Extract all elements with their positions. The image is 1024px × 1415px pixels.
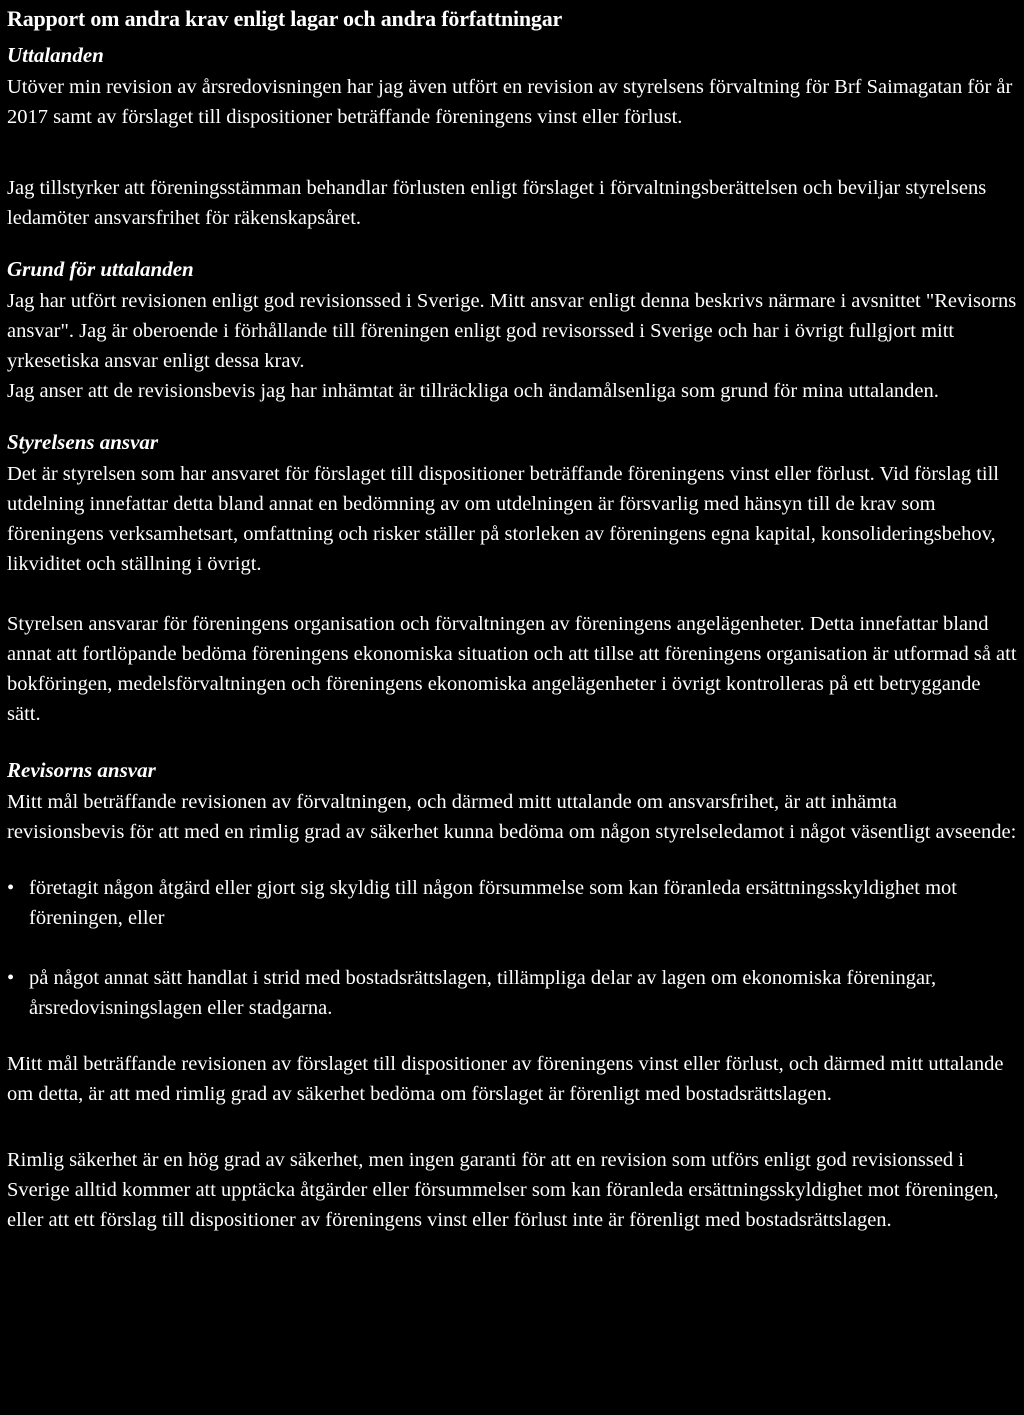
section-heading-revisorns: Revisorns ansvar: [7, 758, 156, 782]
section-heading-uttalanden: Uttalanden: [7, 43, 104, 67]
page-title: Rapport om andra krav enligt lagar och andra författningar: [7, 6, 563, 31]
bullet-icon: •: [7, 967, 15, 989]
paragraph-styrelsens-2: Styrelsen ansvarar för föreningens organisation och förvaltningen av föreningens angelägenheter. Detta innefattar bland annat att fortlöpande bedöma föreningens ekonomiska situation och att tillse att föreningens organisation är utformad så att bokföringen, medelsförvaltningen och föreningens ekonomiska angelägenheter i övrigt kontrolleras på ett betryggande sätt.: [7, 613, 1017, 725]
list-item: [7, 873, 1019, 933]
list-item: [7, 963, 1019, 1023]
section-heading-styrelsens: Styrelsens ansvar: [7, 430, 159, 454]
paragraph-grund-2: Jag anser att de revisionsbevis jag har inhämtat är tillräckliga och ändamålsenliga som grund för mina uttalanden.: [7, 380, 939, 402]
paragraph-revisorns-1: Mitt mål beträffande revisionen av förvaltningen, och därmed mitt uttalande om ansvarsfrihet, är att inhämta revisionsbevis för att med en rimlig grad av säkerhet kunna bedöma om någon styrelseledamot i något väsentligt avseende:: [7, 791, 1017, 843]
bullet-list: [7, 873, 1019, 1023]
paragraph-uttalanden-1: Utöver min revision av årsredovisningen har jag även utfört en revision av styrelsens förvaltning för Brf Saimagatan för år 2017 samt av förslaget till dispositioner beträffande föreningens vinst eller förlust.: [7, 76, 1013, 128]
bullet-icon: •: [7, 877, 15, 899]
list-item-text: företagit någon åtgärd eller gjort sig skyldig till någon försummelse som kan föranleda ersättningsskyldighet mot föreningen, eller: [29, 877, 957, 929]
list-item-text: på något annat sätt handlat i strid med bostadsrättslagen, tillämpliga delar av lagen om ekonomiska föreningar, årsredovisningslagen eller stadgarna.: [29, 967, 937, 1019]
paragraph-grund-1: Jag har utfört revisionen enligt god revisionssed i Sverige. Mitt ansvar enligt denna beskrivs närmare i avsnittet "Revisorns ansvar". Jag är oberoende i förhållande till föreningen enligt god revisorssed i Sverige och har i övrigt fullgjort mitt yrkesetiska ansvar enligt dessa krav.: [7, 290, 1017, 372]
section-heading-grund: Grund för uttalanden: [7, 257, 194, 281]
paragraph-uttalanden-2: Jag tillstyrker att föreningsstämman behandlar förlusten enligt förslaget i förvaltningsberättelsen och beviljar styrelsens ledamöter ansvarsfrihet för räkenskapsåret.: [7, 177, 987, 229]
document-page: [7, 0, 1019, 1235]
paragraph-styrelsens-1: Det är styrelsen som har ansvaret för förslaget till dispositioner beträffande föreningens vinst eller förlust. Vid förslag till utdelning innefattar detta bland annat en bedömning av om utdelningen är försvarlig med hänsyn till de krav som föreningens verksamhetsart, omfattning och risker ställer på storleken av föreningens egna kapital, konsolideringsbehov, likviditet och ställning i övrigt.: [7, 463, 999, 575]
paragraph-revisorns-2: Mitt mål beträffande revisionen av förslaget till dispositioner av föreningens vinst eller förlust, och därmed mitt uttalande om detta, är att med rimlig grad av säkerhet bedöma om förslaget är förenligt med bostadsrättslagen.: [7, 1053, 1004, 1105]
paragraph-revisorns-3: Rimlig säkerhet är en hög grad av säkerhet, men ingen garanti för att en revision som utförs enligt god revisionssed i Sverige alltid kommer att upptäcka åtgärder eller försummelser som kan föranleda ersättningsskyldighet mot föreningen, eller att ett förslag till dispositioner av föreningens vinst eller förlust inte är förenligt med bostadsrättslagen.: [7, 1149, 999, 1231]
